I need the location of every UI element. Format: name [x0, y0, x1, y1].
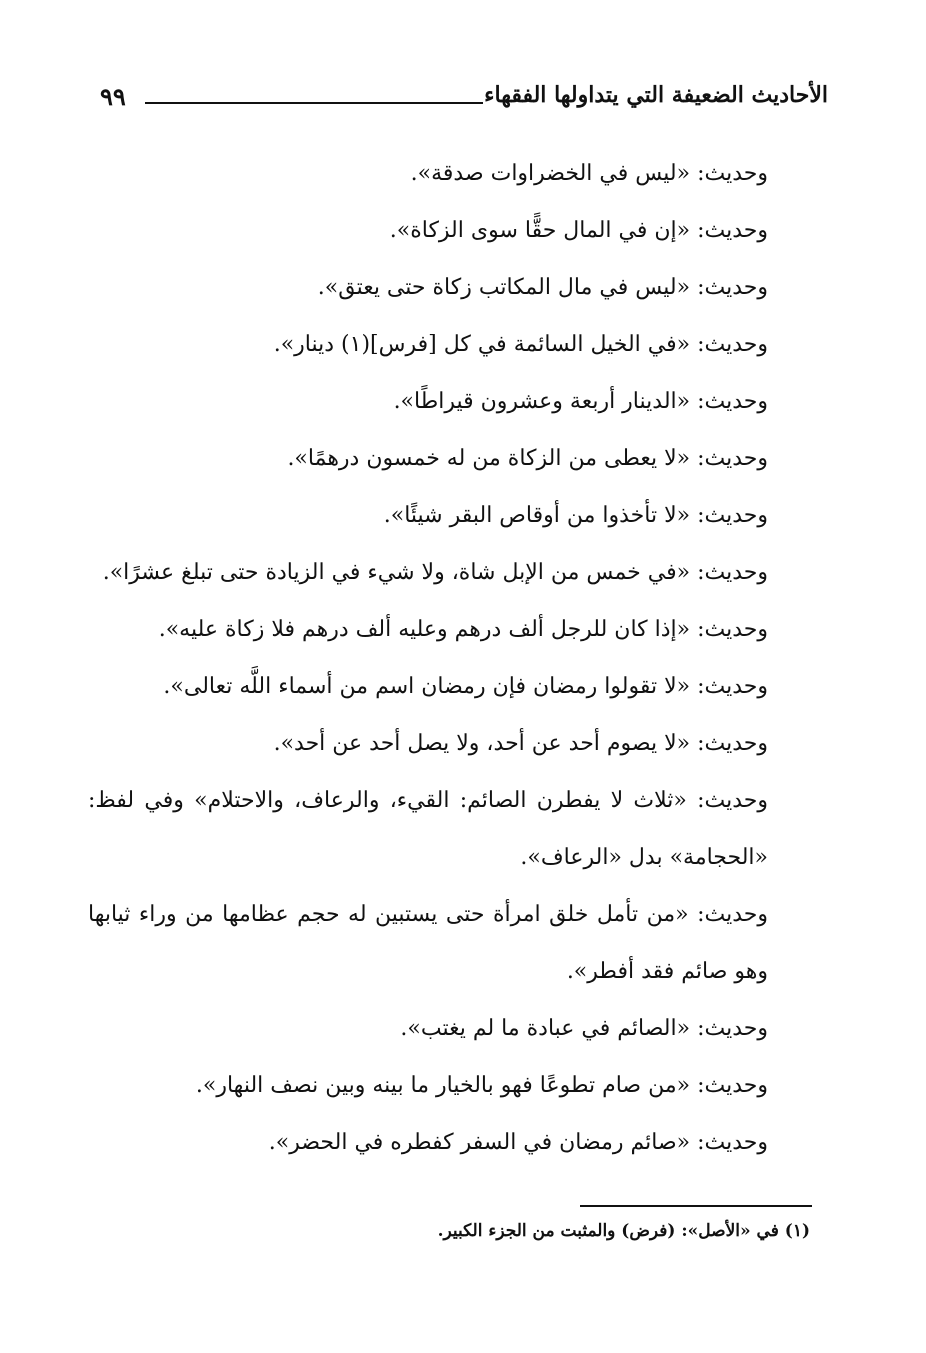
hadith-line: وحديث: «الدينار أربعة وعشرون قيراطًا». — [393, 389, 768, 414]
hadith-line: وحديث: «إن في المال حقًّا سوى الزكاة». — [389, 218, 768, 243]
hadith-line: وحديث: «صائم رمضان في السفر كفطره في الحضر». — [268, 1130, 768, 1155]
hadith-paragraph: وحديث: «في خمس من الإبل شاة، ولا شيء في الزيادة حتى تبلغ عشرًا». — [102, 560, 768, 585]
hadith-line: وحديث: «لا يعطى من الزكاة من له خمسون درهمًا». — [287, 446, 768, 471]
hadith-paragraph: وحديث: «ثلاث لا يفطرن الصائم: القيء، والرعاف، والاحتلام» وفي لفظ: «الحجامة» بدل «الرعاف». — [88, 788, 768, 870]
hadith-line: وحديث: «ليس في الخضراوات صدقة». — [410, 161, 768, 186]
main-text — [88, 145, 820, 1171]
footnote-divider — [580, 1205, 812, 1207]
footnote-area — [88, 1205, 820, 1241]
header-divider — [145, 102, 483, 104]
hadith-line: وحديث: «إذا كان للرجل ألف درهم وعليه ألف درهم فلا زكاة عليه». — [158, 617, 768, 642]
running-title: الأحاديث الضعيفة التي يتداولها الفقهاء — [484, 82, 828, 108]
hadith-line: وحديث: «ليس في مال المكاتب زكاة حتى يعتق». — [317, 275, 768, 300]
footnote-text: (١) في «الأصل»: (فرض) والمثبت من الجزء الكبير. — [437, 1221, 810, 1241]
hadith-line: وحديث: «من صام تطوعًا فهو بالخيار ما بينه وبين نصف النهار». — [195, 1073, 768, 1098]
hadith-line: وحديث: «في الخيل السائمة في كل [فرس](١) دينار». — [273, 332, 768, 357]
hadith-line: وحديث: «لا تأخذوا من أوقاص البقر شيئًا». — [383, 503, 768, 528]
hadith-paragraph: وحديث: «من تأمل خلق امرأة حتى يستبين له حجم عظامها من وراء ثيابها وهو صائم فقد أفطر». — [88, 902, 768, 984]
hadith-line: وحديث: «لا يصوم أحد عن أحد، ولا يصل أحد عن أحد». — [273, 731, 768, 756]
page-header — [100, 82, 828, 122]
hadith-line: وحديث: «الصائم في عبادة ما لم يغتب». — [400, 1016, 768, 1041]
hadith-line: وحديث: «لا تقولوا رمضان فإن رمضان اسم من أسماء اللَّه تعالى». — [163, 674, 768, 699]
page-number: ٩٩ — [100, 82, 126, 111]
